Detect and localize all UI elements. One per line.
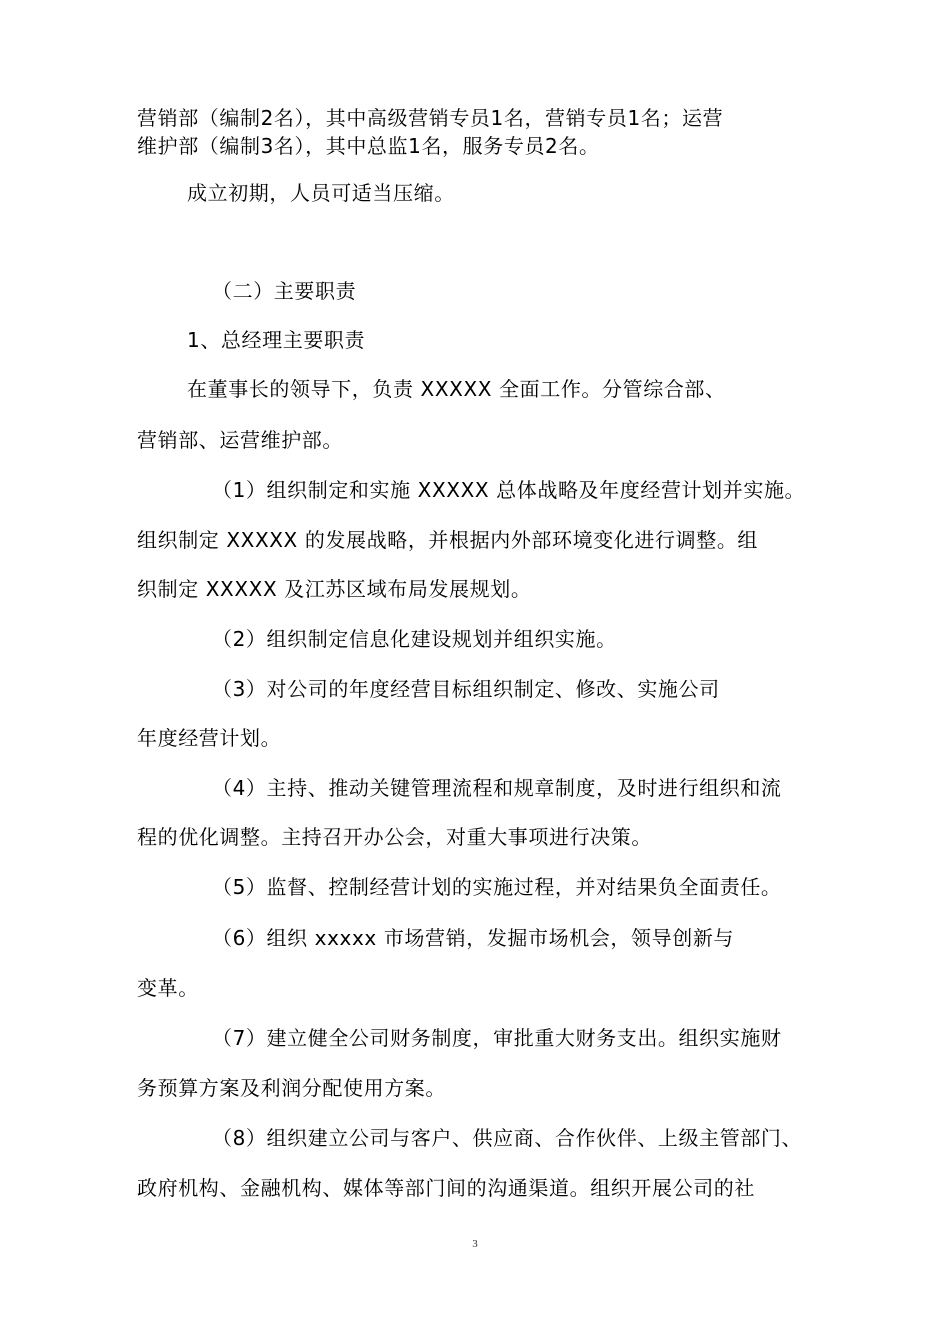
section-heading: （二）主要职责 xyxy=(212,279,357,303)
text-line: （1）组织制定和实施 XXXXX 总体战略及年度经营计划并实施。 xyxy=(212,478,806,502)
text-line: 政府机构、金融机构、媒体等部门间的沟通渠道。组织开展公司的社 xyxy=(137,1176,755,1200)
text-line: 织制定 XXXXX 及江苏区域布局发展规划。 xyxy=(137,577,532,601)
text-line: 成立初期，人员可适当压缩。 xyxy=(187,181,455,205)
text-line: 年度经营计划。 xyxy=(137,726,282,750)
text-line: （6）组织 xxxxx 市场营销，发掘市场机会，领导创新与 xyxy=(212,926,735,950)
text-line: （8）组织建立公司与客户、供应商、合作伙伴、上级主管部门、 xyxy=(212,1126,803,1150)
text-line: （7）建立健全公司财务制度，审批重大财务支出。组织实施财 xyxy=(212,1026,782,1050)
subsection-heading: 1、总经理主要职责 xyxy=(187,328,366,352)
text-line: （2）组织制定信息化建设规划并组织实施。 xyxy=(212,627,617,651)
text-line: 在董事长的领导下，负责 XXXXX 全面工作。分管综合部、 xyxy=(187,377,726,401)
text-line: 务预算方案及利润分配使用方案。 xyxy=(137,1076,446,1100)
page-number: 3 xyxy=(472,1238,478,1250)
text-line: 营销部（编制2名），其中高级营销专员1名，营销专员1名；运营 xyxy=(137,106,724,130)
text-line: （4）主持、推动关键管理流程和规章制度，及时进行组织和流 xyxy=(212,776,782,800)
text-line: 营销部、运营维护部。 xyxy=(137,428,343,452)
text-line: 维护部（编制3名），其中总监1名，服务专员2名。 xyxy=(137,134,600,158)
text-line: 变革。 xyxy=(137,976,199,1000)
text-line: （3）对公司的年度经营目标组织制定、修改、实施公司 xyxy=(212,677,720,701)
text-line: 程的优化调整。主持召开办公会，对重大事项进行决策。 xyxy=(137,825,652,849)
text-line: （5）监督、控制经营计划的实施过程，并对结果负全面责任。 xyxy=(212,875,782,899)
text-line: 组织制定 XXXXX 的发展战略，并根据内外部环境变化进行调整。组 xyxy=(137,528,759,552)
